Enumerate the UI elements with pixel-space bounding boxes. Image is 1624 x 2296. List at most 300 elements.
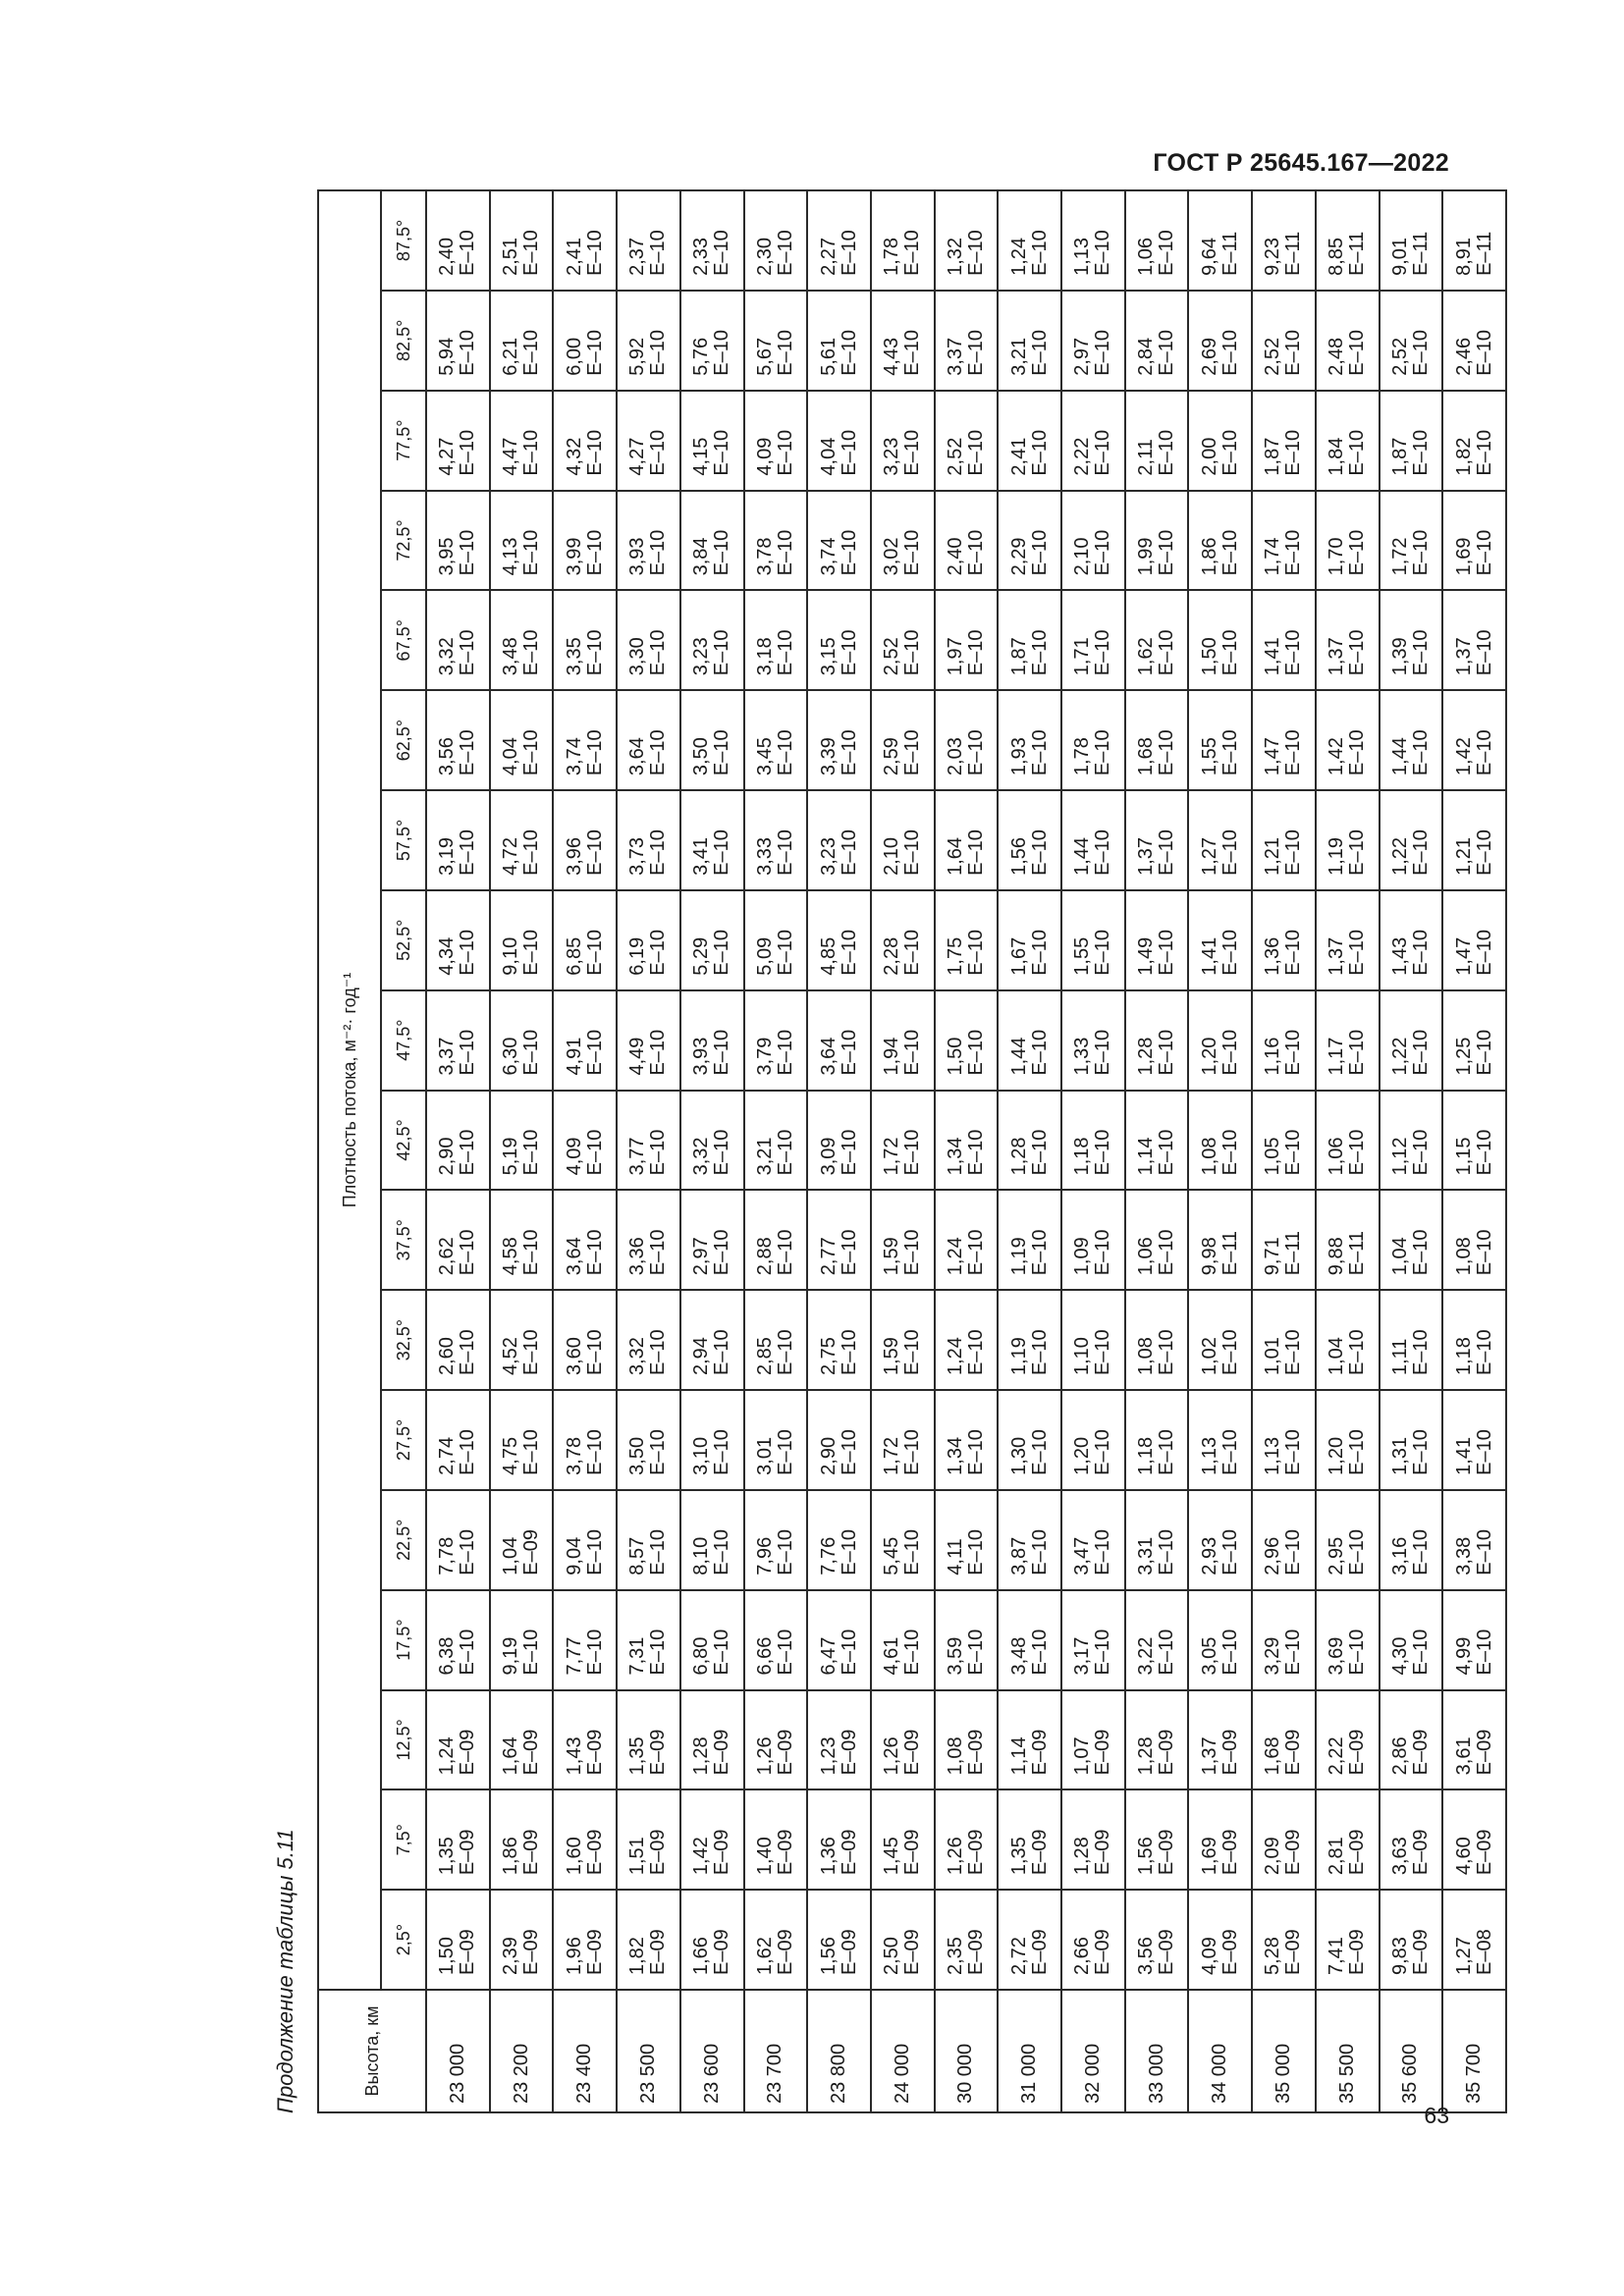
flux-value-cell	[1316, 1091, 1380, 1191]
value-exponent: E–10	[1092, 429, 1114, 476]
value-exponent: E–10	[1282, 1029, 1305, 1076]
value-mantissa: 1,20	[1071, 1436, 1094, 1475]
flux-value-cell	[680, 1890, 744, 1990]
value-mantissa: 3,37	[944, 337, 966, 376]
value-exponent: E–10	[1218, 429, 1241, 476]
value-mantissa: 1,43	[563, 1736, 585, 1776]
value-exponent: E–10	[1218, 1528, 1241, 1575]
flux-value-cell	[871, 1290, 935, 1390]
value-exponent: E–10	[1409, 930, 1432, 976]
value-exponent: E–10	[964, 529, 987, 576]
flux-value-cell	[1252, 1490, 1316, 1590]
angle-header: 62,5°	[381, 690, 426, 790]
value-exponent: E–10	[583, 1329, 606, 1376]
flux-value-cell	[1380, 1490, 1443, 1590]
value-exponent: E–10	[1092, 1629, 1114, 1676]
value-mantissa: 6,19	[626, 936, 649, 976]
value-mantissa: 1,35	[436, 1837, 459, 1876]
flux-value-cell	[680, 391, 744, 491]
value-exponent: E–09	[1282, 1929, 1305, 1975]
altitude-cell: 35 600	[1380, 1990, 1443, 2112]
flux-value-cell	[426, 990, 490, 1091]
flux-value-cell	[1442, 190, 1506, 291]
value-mantissa: 4,58	[500, 1237, 522, 1276]
table-area	[317, 189, 1507, 2113]
value-exponent: E–10	[1473, 1528, 1495, 1575]
flux-value-cell	[680, 790, 744, 890]
flux-value-cell	[1061, 1590, 1125, 1690]
value-exponent: E–10	[964, 230, 987, 276]
value-mantissa: 1,23	[817, 1736, 839, 1776]
value-exponent: E–10	[901, 829, 924, 876]
value-exponent: E–10	[583, 1528, 606, 1575]
value-exponent: E–10	[1473, 729, 1495, 776]
value-exponent: E–10	[457, 1029, 479, 1076]
value-exponent: E–10	[838, 1029, 860, 1076]
flux-value-cell	[617, 590, 680, 690]
value-mantissa: 3,47	[1071, 1536, 1094, 1575]
flux-value-cell	[617, 291, 680, 391]
document-header: ГОСТ Р 25645.167—2022	[1153, 149, 1449, 177]
value-mantissa: 2,84	[1135, 337, 1158, 376]
value-exponent: E–09	[964, 1729, 987, 1776]
flux-value-cell	[935, 1590, 999, 1690]
flux-value-cell	[426, 1590, 490, 1690]
flux-value-cell	[553, 1590, 617, 1690]
value-exponent: E–10	[520, 1229, 543, 1276]
flux-value-cell	[935, 491, 999, 591]
value-exponent: E–10	[1028, 529, 1051, 576]
value-mantissa: 3,41	[690, 836, 713, 876]
value-mantissa: 1,19	[1326, 836, 1348, 876]
value-exponent: E–09	[1282, 1829, 1305, 1876]
value-mantissa: 3,35	[563, 637, 585, 676]
angle-header: 22,5°	[381, 1490, 426, 1590]
value-mantissa: 2,11	[1135, 439, 1158, 476]
value-mantissa: 1,08	[1135, 1337, 1158, 1376]
value-mantissa: 2,97	[690, 1237, 713, 1276]
flux-value-cell	[617, 890, 680, 990]
value-exponent: E–10	[711, 1329, 733, 1376]
value-mantissa: 1,34	[944, 1137, 966, 1176]
flux-value-cell	[680, 1490, 744, 1590]
flux-value-cell	[426, 1890, 490, 1990]
flux-value-cell	[426, 590, 490, 690]
value-exponent: E–10	[1282, 330, 1305, 376]
value-mantissa: 9,71	[1262, 1237, 1284, 1276]
flux-value-cell	[871, 990, 935, 1091]
value-exponent: E–10	[774, 1429, 796, 1475]
page-number: 63	[1424, 2103, 1449, 2128]
flux-value-cell	[1188, 291, 1252, 391]
value-mantissa: 1,42	[1452, 737, 1475, 776]
flux-value-cell	[426, 1390, 490, 1490]
flux-value-cell	[1252, 590, 1316, 690]
value-exponent: E–10	[711, 829, 733, 876]
flux-value-cell	[1316, 590, 1380, 690]
flux-value-cell	[998, 1190, 1061, 1290]
value-exponent: E–09	[1156, 1929, 1178, 1975]
value-exponent: E–09	[457, 1929, 479, 1975]
value-mantissa: 3,74	[817, 537, 839, 576]
value-exponent: E–09	[838, 1929, 860, 1975]
table-caption: Продолжение таблицы 5.11	[273, 1829, 298, 2113]
flux-value-cell	[680, 890, 744, 990]
value-mantissa: 1,78	[881, 237, 903, 276]
value-exponent: E–08	[1473, 1929, 1495, 1975]
value-mantissa: 3,63	[1388, 1837, 1411, 1876]
flux-value-cell	[1380, 190, 1443, 291]
value-mantissa: 1,04	[500, 1536, 522, 1575]
flux-value-cell	[871, 291, 935, 391]
value-mantissa: 4,61	[881, 1636, 903, 1676]
flux-value-cell	[1316, 1590, 1380, 1690]
value-mantissa: 2,72	[1007, 1937, 1030, 1975]
value-exponent: E–10	[1409, 829, 1432, 876]
value-mantissa: 1,26	[753, 1736, 776, 1776]
value-mantissa: 1,30	[1007, 1436, 1030, 1475]
value-exponent: E–10	[901, 1429, 924, 1475]
flux-value-cell	[1061, 990, 1125, 1091]
value-exponent: E–10	[838, 1429, 860, 1475]
value-mantissa: 2,41	[563, 237, 585, 276]
flux-value-cell	[1061, 590, 1125, 690]
flux-value-cell	[998, 1390, 1061, 1490]
value-mantissa: 9,23	[1262, 237, 1284, 276]
flux-value-cell	[1252, 291, 1316, 391]
value-mantissa: 3,22	[1135, 1636, 1158, 1676]
flux-value-cell	[553, 1290, 617, 1390]
value-exponent: E–10	[1092, 1429, 1114, 1475]
flux-value-cell	[1061, 1390, 1125, 1490]
flux-value-cell	[1316, 1789, 1380, 1890]
value-exponent: E–10	[838, 1528, 860, 1575]
flux-value-cell	[935, 1690, 999, 1790]
value-mantissa: 1,28	[690, 1736, 713, 1776]
value-mantissa: 1,24	[944, 1237, 966, 1276]
value-exponent: E–10	[1409, 330, 1432, 376]
value-exponent: E–10	[1282, 429, 1305, 476]
altitude-cell: 23 400	[553, 1990, 617, 2112]
value-mantissa: 9,01	[1388, 237, 1411, 276]
value-exponent: E–10	[457, 230, 479, 276]
value-mantissa: 1,68	[1135, 737, 1158, 776]
value-exponent: E–10	[838, 729, 860, 776]
value-mantissa: 3,79	[753, 1037, 776, 1076]
value-exponent: E–10	[1409, 1629, 1432, 1676]
flux-value-cell	[1252, 1590, 1316, 1690]
value-exponent: E–10	[1218, 330, 1241, 376]
flux-value-cell	[744, 1290, 808, 1390]
value-exponent: E–10	[1028, 1429, 1051, 1475]
value-mantissa: 1,47	[1452, 936, 1475, 976]
flux-value-cell	[1380, 391, 1443, 491]
value-exponent: E–10	[1409, 1528, 1432, 1575]
flux-value-cell	[871, 590, 935, 690]
table-row	[1188, 190, 1252, 2112]
value-mantissa: 1,22	[1388, 836, 1411, 876]
angle-header: 27,5°	[381, 1390, 426, 1490]
flux-value-cell	[1442, 391, 1506, 491]
flux-value-cell	[553, 1390, 617, 1490]
value-mantissa: 4,99	[1452, 1636, 1475, 1676]
flux-value-cell	[1252, 1190, 1316, 1290]
value-mantissa: 2,97	[1071, 337, 1094, 376]
value-exponent: E–10	[711, 1229, 733, 1276]
value-mantissa: 8,91	[1452, 237, 1475, 276]
value-exponent: E–09	[1092, 1729, 1114, 1776]
value-exponent: E–10	[457, 1629, 479, 1676]
flux-value-cell	[1188, 1390, 1252, 1490]
value-exponent: E–11	[1409, 231, 1432, 276]
value-mantissa: 3,96	[563, 836, 585, 876]
value-exponent: E–10	[1028, 429, 1051, 476]
flux-value-cell	[617, 1190, 680, 1290]
value-mantissa: 3,18	[753, 637, 776, 676]
value-mantissa: 1,41	[1198, 936, 1220, 976]
value-exponent: E–10	[1473, 1429, 1495, 1475]
value-mantissa: 3,32	[436, 637, 459, 676]
value-exponent: E–10	[1409, 1229, 1432, 1276]
angle-header-row	[381, 190, 426, 2112]
value-exponent: E–09	[583, 1829, 606, 1876]
flux-value-cell	[1380, 990, 1443, 1091]
value-exponent: E–10	[1028, 1129, 1051, 1176]
flux-value-cell	[617, 391, 680, 491]
value-mantissa: 1,50	[436, 1937, 459, 1975]
value-mantissa: 2,86	[1388, 1736, 1411, 1776]
value-mantissa: 6,30	[500, 1037, 522, 1076]
flux-value-cell	[490, 1490, 554, 1590]
value-exponent: E–10	[711, 330, 733, 376]
value-mantissa: 2,62	[436, 1237, 459, 1276]
value-exponent: E–09	[1156, 1729, 1178, 1776]
angle-header: 17,5°	[381, 1590, 426, 1690]
value-mantissa: 4,15	[690, 437, 713, 476]
value-exponent: E–10	[1092, 330, 1114, 376]
flux-value-cell	[553, 1690, 617, 1790]
altitude-cell: 35 700	[1442, 1990, 1506, 2112]
flux-value-cell	[935, 990, 999, 1091]
flux-value-cell	[1252, 1390, 1316, 1490]
value-exponent: E–10	[647, 1229, 670, 1276]
value-mantissa: 1,55	[1198, 737, 1220, 776]
value-mantissa: 3,09	[817, 1137, 839, 1176]
value-exponent: E–10	[583, 529, 606, 576]
value-exponent: E–10	[1092, 629, 1114, 676]
flux-value-cell	[871, 890, 935, 990]
value-exponent: E–10	[711, 230, 733, 276]
value-mantissa: 9,04	[563, 1536, 585, 1575]
value-mantissa: 1,15	[1452, 1137, 1475, 1176]
value-mantissa: 1,86	[500, 1837, 522, 1876]
value-exponent: E–10	[1346, 529, 1369, 576]
altitude-cell: 33 000	[1125, 1990, 1189, 2112]
value-exponent: E–11	[1473, 231, 1495, 276]
value-exponent: E–10	[647, 1629, 670, 1676]
value-exponent: E–10	[583, 1629, 606, 1676]
value-mantissa: 1,18	[1135, 1436, 1158, 1475]
value-exponent: E–10	[838, 1329, 860, 1376]
value-mantissa: 3,32	[690, 1137, 713, 1176]
flux-value-cell	[744, 890, 808, 990]
flux-value-cell	[807, 690, 871, 790]
value-mantissa: 2,40	[436, 237, 459, 276]
value-mantissa: 3,16	[1388, 1536, 1411, 1575]
value-mantissa: 8,10	[690, 1536, 713, 1575]
value-exponent: E–10	[1218, 930, 1241, 976]
value-exponent: E–10	[1092, 230, 1114, 276]
flux-value-cell	[1061, 690, 1125, 790]
flux-value-cell	[617, 491, 680, 591]
value-mantissa: 3,56	[436, 737, 459, 776]
value-mantissa: 3,30	[626, 637, 649, 676]
value-mantissa: 1,69	[1452, 537, 1475, 576]
table-row	[1316, 190, 1380, 2112]
value-mantissa: 1,22	[1388, 1037, 1411, 1076]
value-exponent: E–10	[838, 330, 860, 376]
value-exponent: E–10	[1028, 729, 1051, 776]
value-exponent: E–10	[964, 429, 987, 476]
flux-value-cell	[1380, 1890, 1443, 1990]
value-mantissa: 4,52	[500, 1337, 522, 1376]
flux-value-cell	[617, 1590, 680, 1690]
flux-value-cell	[935, 291, 999, 391]
value-mantissa: 1,82	[1452, 437, 1475, 476]
flux-value-cell	[935, 890, 999, 990]
value-mantissa: 1,32	[944, 237, 966, 276]
flux-value-cell	[617, 790, 680, 890]
value-mantissa: 1,06	[1326, 1137, 1348, 1176]
flux-value-cell	[935, 790, 999, 890]
value-mantissa: 1,04	[1388, 1237, 1411, 1276]
value-mantissa: 4,27	[436, 437, 459, 476]
value-exponent: E–09	[520, 1729, 543, 1776]
value-exponent: E–10	[583, 1129, 606, 1176]
value-exponent: E–10	[1218, 829, 1241, 876]
flux-value-cell	[1316, 491, 1380, 591]
flux-value-cell	[1380, 291, 1443, 391]
value-mantissa: 1,44	[1071, 836, 1094, 876]
value-mantissa: 3,61	[1452, 1736, 1475, 1776]
value-mantissa: 9,98	[1198, 1237, 1220, 1276]
value-exponent: E–09	[1473, 1829, 1495, 1876]
value-exponent: E–10	[901, 1229, 924, 1276]
angle-header: 32,5°	[381, 1290, 426, 1390]
flux-value-cell	[744, 1490, 808, 1590]
value-exponent: E–10	[647, 1528, 670, 1575]
value-exponent: E–09	[774, 1929, 796, 1975]
value-mantissa: 3,93	[690, 1037, 713, 1076]
flux-value-cell	[680, 1690, 744, 1790]
value-exponent: E–10	[964, 1429, 987, 1475]
value-mantissa: 2,52	[1262, 337, 1284, 376]
value-mantissa: 1,06	[1135, 1237, 1158, 1276]
value-exponent: E–10	[901, 529, 924, 576]
value-exponent: E–09	[711, 1929, 733, 1975]
value-mantissa: 4,85	[817, 936, 839, 976]
value-mantissa: 3,33	[753, 836, 776, 876]
value-exponent: E–10	[1346, 1429, 1369, 1475]
value-mantissa: 1,37	[1326, 637, 1348, 676]
altitude-cell: 23 200	[490, 1990, 554, 2112]
flux-value-cell	[744, 590, 808, 690]
flux-value-cell	[935, 1290, 999, 1390]
value-exponent: E–10	[457, 1229, 479, 1276]
flux-value-cell	[1252, 1690, 1316, 1790]
value-mantissa: 2,28	[881, 936, 903, 976]
value-exponent: E–10	[1473, 1229, 1495, 1276]
value-mantissa: 1,01	[1262, 1337, 1284, 1376]
flux-value-cell	[998, 190, 1061, 291]
flux-value-cell	[807, 1390, 871, 1490]
flux-value-cell	[998, 1290, 1061, 1390]
value-exponent: E–10	[457, 629, 479, 676]
flux-value-cell	[1252, 190, 1316, 291]
flux-value-cell	[871, 1390, 935, 1490]
value-mantissa: 4,32	[563, 437, 585, 476]
value-exponent: E–10	[1282, 1528, 1305, 1575]
value-exponent: E–10	[964, 1129, 987, 1176]
value-exponent: E–10	[1218, 1129, 1241, 1176]
flux-value-cell	[807, 1890, 871, 1990]
value-mantissa: 1,36	[817, 1837, 839, 1876]
value-mantissa: 1,08	[944, 1736, 966, 1776]
value-mantissa: 7,41	[1326, 1937, 1348, 1975]
altitude-cell: 34 000	[1188, 1990, 1252, 2112]
value-mantissa: 7,76	[817, 1536, 839, 1575]
flux-value-cell	[426, 1490, 490, 1590]
value-exponent: E–10	[901, 1629, 924, 1676]
table-row	[1442, 190, 1506, 2112]
flux-value-cell	[490, 1190, 554, 1290]
value-exponent: E–10	[838, 829, 860, 876]
value-exponent: E–10	[1156, 1528, 1178, 1575]
value-mantissa: 3,37	[436, 1037, 459, 1076]
flux-value-cell	[1316, 790, 1380, 890]
flux-value-cell	[553, 391, 617, 491]
flux-value-cell	[1125, 1690, 1189, 1790]
value-mantissa: 2,66	[1071, 1937, 1094, 1975]
value-exponent: E–10	[1092, 930, 1114, 976]
value-mantissa: 2,48	[1326, 337, 1348, 376]
value-exponent: E–10	[964, 1029, 987, 1076]
value-mantissa: 6,47	[817, 1636, 839, 1676]
flux-value-cell	[871, 1590, 935, 1690]
value-exponent: E–10	[1409, 1129, 1432, 1176]
rotated-table-block	[253, 189, 1510, 2113]
value-mantissa: 5,09	[753, 936, 776, 976]
value-exponent: E–10	[964, 1329, 987, 1376]
flux-value-cell	[490, 190, 554, 291]
value-exponent: E–10	[1028, 1229, 1051, 1276]
value-exponent: E–09	[457, 1829, 479, 1876]
value-mantissa: 1,55	[1071, 936, 1094, 976]
value-exponent: E–10	[1028, 1629, 1051, 1676]
value-mantissa: 1,37	[1198, 1736, 1220, 1776]
value-exponent: E–10	[1028, 629, 1051, 676]
table-row	[490, 190, 554, 2112]
value-mantissa: 6,85	[563, 936, 585, 976]
flux-value-cell	[998, 890, 1061, 990]
value-mantissa: 2,94	[690, 1337, 713, 1376]
value-mantissa: 3,45	[753, 737, 776, 776]
value-mantissa: 1,34	[944, 1436, 966, 1475]
value-exponent: E–10	[583, 930, 606, 976]
value-exponent: E–09	[1409, 1929, 1432, 1975]
value-mantissa: 1,24	[436, 1736, 459, 1776]
altitude-cell: 30 000	[935, 1990, 999, 2112]
